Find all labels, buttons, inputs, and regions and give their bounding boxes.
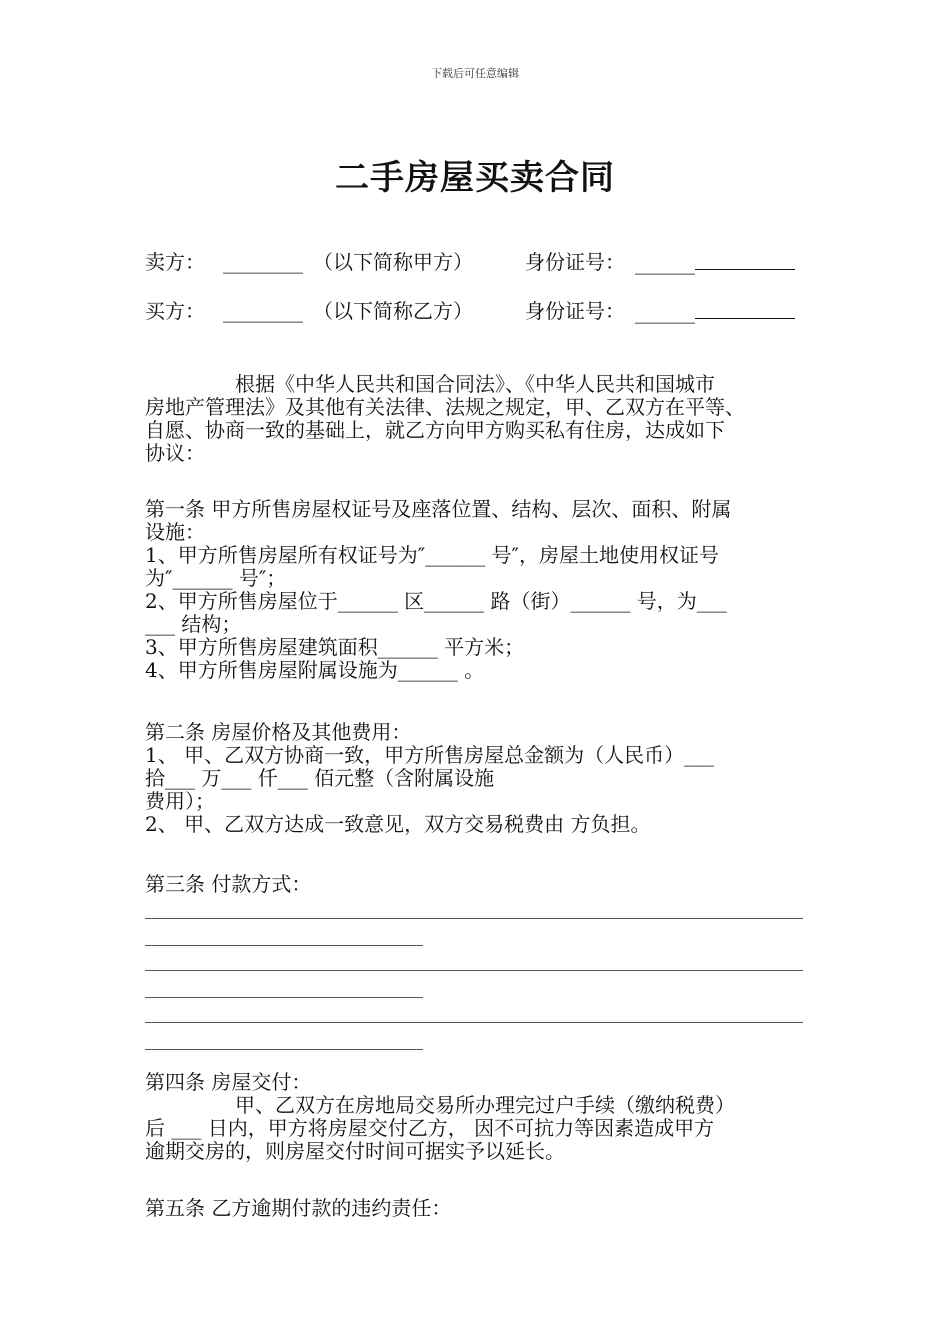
- article-1-item: 4、甲方所售房屋附属设施为______ 。: [145, 658, 485, 682]
- buyer-alias: （以下简称乙方）: [313, 299, 473, 323]
- article-1: [145, 498, 805, 682]
- preamble-line: 协议：: [145, 441, 205, 465]
- buyer-id-label: 身份证号：: [525, 299, 625, 323]
- page-title: 二手房屋买卖合同: [335, 158, 615, 198]
- seller-row: [145, 247, 805, 277]
- article-1-item: 3、甲方所售房屋建筑面积______ 平方米；: [145, 635, 525, 659]
- seller-name-blank[interactable]: ________: [223, 250, 303, 274]
- article-4: [145, 1071, 805, 1163]
- preamble-line: 自愿、协商一致的基础上，就乙方向甲方购买私有住房，达成如下: [145, 418, 725, 442]
- seller-id-blank-text: ______: [635, 251, 695, 275]
- buyer-id-blank[interactable]: [635, 296, 795, 327]
- seller-id-label: 身份证号：: [525, 250, 625, 274]
- article-1-item: 2、甲方所售房屋位于______ 区______ 路（街）______ 号，为___: [145, 589, 727, 613]
- article-3: [145, 873, 805, 896]
- buyer-label: 买方：: [145, 299, 205, 323]
- buyer-name-blank[interactable]: ________: [223, 299, 303, 323]
- buyer-id-blank-text: ______: [635, 300, 695, 324]
- article-3-heading: 第三条 付款方式：: [145, 872, 312, 896]
- preamble: [145, 373, 805, 465]
- seller-id-blank[interactable]: [635, 247, 795, 278]
- article-2-item: 2、 甲、乙双方达成一致意见，双方交易税费由 方负担。: [145, 812, 651, 836]
- article-2-item: 拾___ 万___ 仟___ 佰元整（含附属设施: [145, 766, 495, 790]
- payment-blank-line[interactable]: [145, 1049, 423, 1050]
- preamble-line: 房地产管理法》及其他有关法律、法规之规定，甲、乙双方在平等、: [145, 395, 745, 419]
- article-1-item: 1、甲方所售房屋所有权证号为″______ 号″，房屋土地使用权证号: [145, 543, 720, 567]
- article-1-heading: 第一条 甲方所售房屋权证号及座落位置、结构、层次、面积、附属: [145, 497, 732, 521]
- seller-alias: （以下简称甲方）: [313, 250, 473, 274]
- article-2: [145, 721, 805, 836]
- header-note: 下载后可任意编辑: [431, 67, 519, 80]
- buyer-id-underline: [695, 296, 795, 319]
- article-1-item: 为″______ 号″；: [145, 566, 287, 590]
- article-2-item: 费用）；: [145, 789, 215, 813]
- article-2-item: 1、 甲、乙双方协商一致，甲方所售房屋总金额为（人民币）___: [145, 743, 715, 767]
- buyer-row: [145, 296, 805, 326]
- preamble-line: 根据《中华人民共和国合同法》、《中华人民共和国城市: [235, 372, 715, 396]
- article-1-item: ___ 结构；: [145, 612, 242, 636]
- seller-label: 卖方：: [145, 250, 205, 274]
- article-4-item: 甲、乙双方在房地局交易所办理完过户手续（缴纳税费）: [235, 1093, 735, 1117]
- article-4-heading: 第四条 房屋交付：: [145, 1070, 312, 1094]
- article-5: [145, 1197, 805, 1220]
- article-5-heading: 第五条 乙方逾期付款的违约责任：: [145, 1196, 452, 1220]
- seller-id-underline: [695, 247, 795, 270]
- article-4-item: 后 ___ 日内，甲方将房屋交付乙方， 因不可抗力等因素造成甲方: [145, 1116, 715, 1140]
- article-1-heading: 设施：: [145, 520, 205, 544]
- article-4-item: 逾期交房的，则房屋交付时间可据实予以延长。: [145, 1139, 565, 1163]
- payment-method-blanks[interactable]: [145, 918, 805, 1050]
- article-2-heading: 第二条 房屋价格及其他费用：: [145, 720, 412, 744]
